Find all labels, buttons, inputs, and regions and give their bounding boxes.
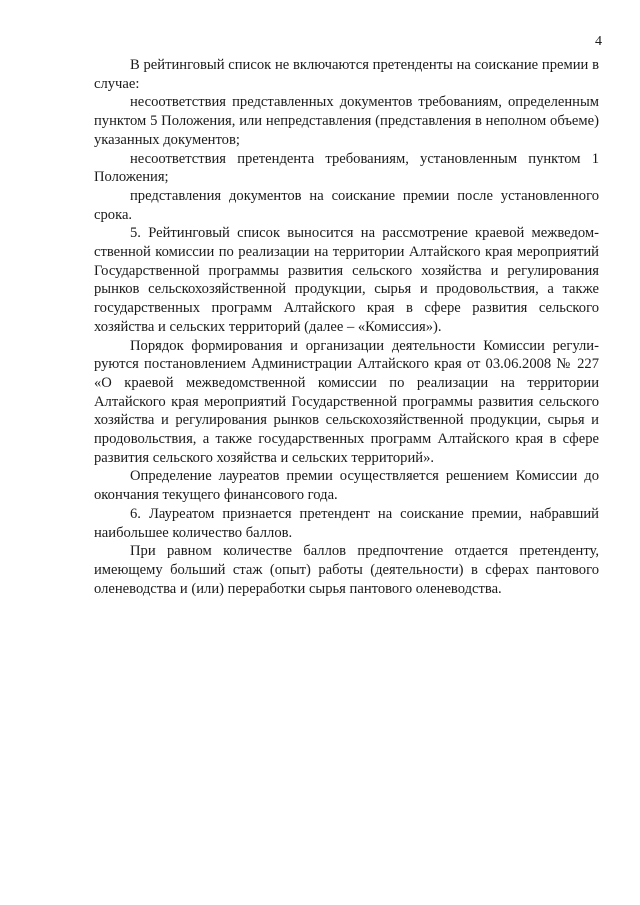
document-body — [94, 56, 599, 598]
paragraph-late-submission: представления документов на соискание премии после установленного срока. — [94, 187, 599, 223]
paragraph-commission-order: Порядок формирования и организации деятельности Комиссии регулируются постановлением Администрации Алтайского края от 03.06.2008 № 227 «О краевой межведомственной комиссии по реализации на территории Алтайского края мероприятий Государственной программы развития сельского хозяйства и регулирования рынков сельскохозяйственной продукции, сырья и продовольствия, а также государственных программ Алтайского края в сфере развития сельского хозяйства и сельских территорий». — [94, 337, 599, 466]
paragraph-documents-mismatch: несоответствия представленных документов требованиям, определенным пунктом 5 Положения, или непредставления (представления в неполном объеме) указанных документов; — [94, 94, 599, 148]
paragraph-item-6: 6. Лауреатом признается претендент на соискание премии, набравший наибольшее количество баллов. — [94, 505, 599, 541]
paragraph-applicant-mismatch: несоответствия претендента требованиям, установленным пунктом 1 Положения; — [94, 150, 599, 186]
paragraph-item-5: 5. Рейтинговый список выносится на рассмотрение краевой межведомственной комиссии по реализации на территории Алтайского края мероприятий Государственной программы развития сельского хозяйства и регулирования рынков сельскохозяйственной продукции, сырья и продовольствия, а также государственных программ Алтайского края в сфере развития сельского хозяйства и сельских территорий (далее – «Комиссия»). — [94, 225, 599, 335]
paragraph-equal-score: При равном количестве баллов предпочтение отдается претенденту, имеющему больший стаж (опыт) работы (деятельности) в сферах пантового оленеводства и (или) переработки сырья пантового оленеводства. — [94, 543, 599, 597]
page-number: 4 — [595, 34, 602, 49]
paragraph-laureates-definition: Определение лауреатов премии осуществляется решением Комиссии до окончания текущего финансового года. — [94, 468, 599, 504]
paragraph-rating-exclusion: В рейтинговый список не включаются претенденты на соискание премии в случае: — [94, 57, 599, 92]
